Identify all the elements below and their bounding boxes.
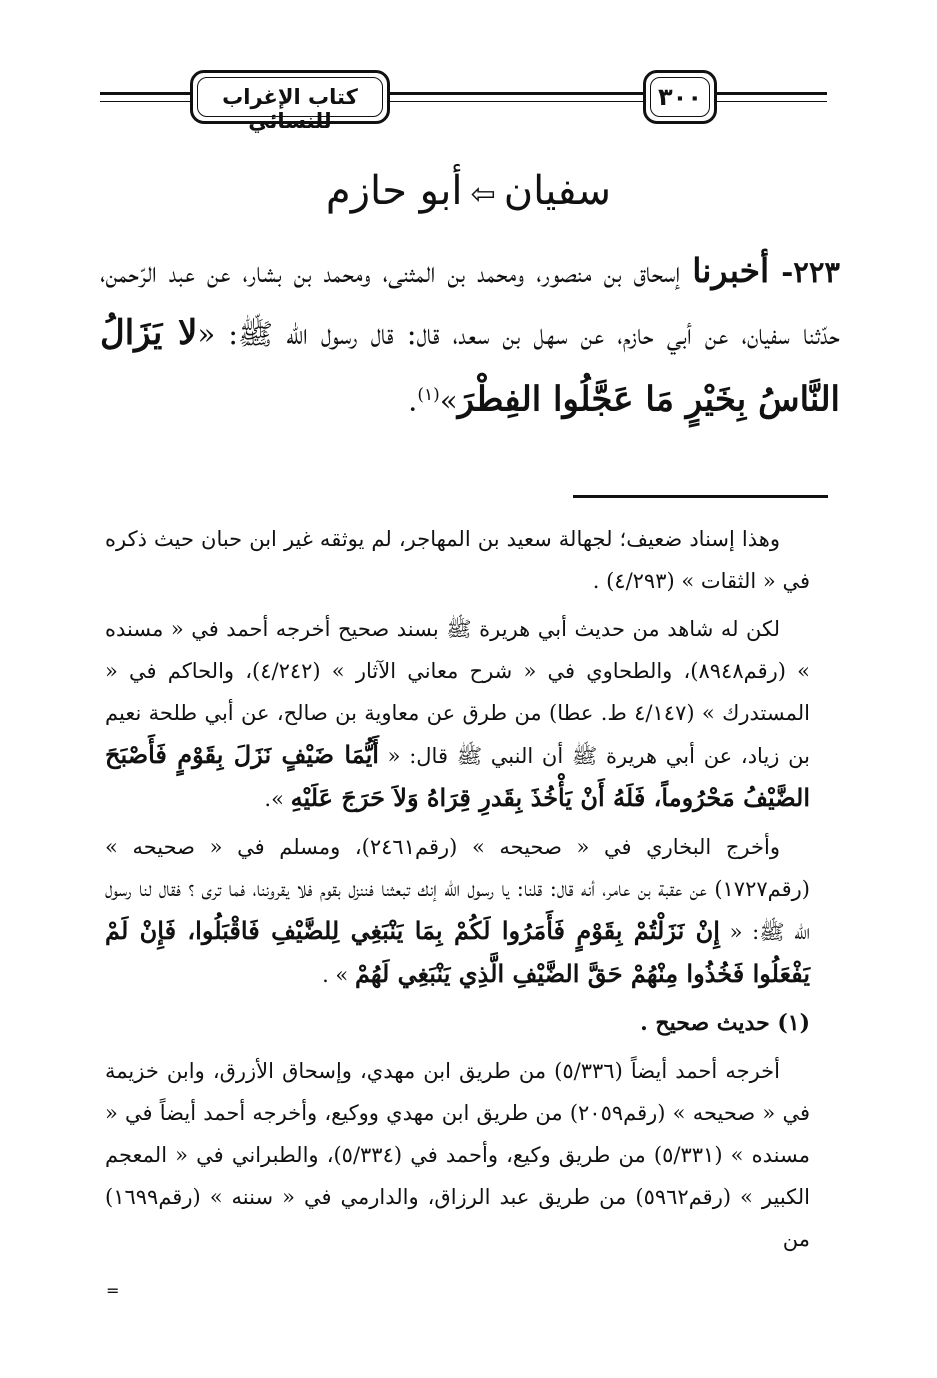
footnote-reference: (١) xyxy=(417,385,440,405)
footnotes-area xyxy=(105,518,810,1266)
header-rule-left xyxy=(100,92,192,95)
narrator-to: أبو حازم xyxy=(325,168,463,214)
section-heading xyxy=(200,168,737,214)
header-rule-left-thin xyxy=(100,101,192,102)
footnote-separator xyxy=(573,495,828,498)
book-title-frame xyxy=(190,70,390,133)
narrator-from: سفيان xyxy=(503,168,612,214)
page-number: ٣٠٠ xyxy=(658,83,702,111)
prophetic-words: لا يَزَالُ النَّاسُ بِخَيْرٍ مَا عَجَّلُوا الفِطْرَ xyxy=(100,313,840,420)
footnote-text: لكن له شاهد من حديث أبي هريرة ﷺ بسند صحيح أخرجه أحمد في « مسنده » (رقم٨٩٤٨)، والطحاوي في « شرح معاني الآثار » (٤/٢٤٢)، والحاكم في « المستدرك » (٤/١٤٧ ط. عطا) من طرق عن معاوية بن صالح، عن أبي طلحة نعيم بن زياد، عن أبي هريرة ﷺ أن النبي ﷺ قال: « xyxy=(105,617,810,768)
footnote-paragraph: أخرجه أحمد أيضاً (٥/٣٣٦) من طريق ابن مهدي، وإسحاق الأزرق، وابن خزيمة في « صحيحه » (رقم٢٠٥٩) من طريق ابن مهدي ووكيع، وأخرجه أحمد أيضاً في « مسنده » (٥/٣٣١) من طريق وكيع، وأحمد في (٥/٣٣٤)، والطبراني في « المعجم الكبير » (رقم٥٩٦٢) من طريق عبد الرزاق، والدارمي في « سننه » (رقم١٦٩٩) من xyxy=(105,1059,811,1251)
hadith-end: . xyxy=(408,383,418,418)
header-rule-middle xyxy=(388,92,645,95)
footnote-text: وأخرج البخاري في « صحيحه » (رقم٢٤٦١)، ومسلم في « صحيحه » (رقم١٧٢٧) عن عقبة بن عامر، أنه قال: قلنا: يا رسول الله إنك تبعثنا فننزل بقوم فلا يقروننا، فما ترى ؟ فقال لنا رسول الله ﷺ: « xyxy=(105,835,810,944)
quote-close: » xyxy=(439,383,458,418)
footnote-hadith-quote: إِنْ نَزَلْتُمْ بِقَوْمٍ فَأَمَرُوا لَكُمْ بِمَا يَنْبَغِي لِلضَّيْفِ فَاقْبَلُوا، فَإِنْ لَمْ يَفْعَلُوا فَخُذُوا مِنْهُمْ حَقَّ الضَّيْفِ الَّذِي يَنْبَغِي لَهُمْ xyxy=(105,916,810,988)
header-rule-middle-thin xyxy=(388,101,645,102)
footnote-hadith-quote: أَيُّمَا ضَيْفٍ نَزَلَ بِقَوْمٍ فَأَصْبَحَ الضَّيْفُ مَحْرُوماً، فَلَهُ أَنْ يَأْخُذَ بِقَدرِ قِرَاهُ وَلاَ حَرَجَ عَلَيْهِ xyxy=(105,740,810,812)
footnote-paragraph xyxy=(105,826,810,996)
hadith-number: ٢٢٣- xyxy=(781,255,841,289)
arrow-icon: ⇦ xyxy=(470,177,496,212)
footnote-quote-end: ». xyxy=(264,787,284,811)
footnote-1-heading: (١) حديث صحيح . xyxy=(640,1010,810,1036)
book-title: كتاب الإغراب للنسائي xyxy=(222,85,358,133)
footnote-paragraph xyxy=(105,608,810,820)
footnote-quote-end: » . xyxy=(322,963,349,987)
header-rule-right-thin xyxy=(715,101,827,102)
header-rule-right xyxy=(715,92,827,95)
page-number-frame xyxy=(643,70,717,124)
quote-open: « xyxy=(197,317,216,351)
footnote-paragraph: وهذا إسناد ضعيف؛ لجهالة سعيد بن المهاجر، لم يوثقه غير ابن حبان حيث ذكره في « الثقات » (٤/٢٩٣) . xyxy=(105,527,810,593)
hadith-chain: إسحاق بن منصور، ومحمد بن المثنى، ومحمد بن بشار، عن عبد الرّحمن، حدّثنا سفيان، عن أبي حازم، عن سهل بن سعد، قال: قال رسول الله ﷺ: xyxy=(100,255,840,351)
hadith-text xyxy=(100,240,840,432)
continuation-mark: = xyxy=(106,1281,120,1300)
akhbarana-word: أخبرنا xyxy=(692,251,770,290)
